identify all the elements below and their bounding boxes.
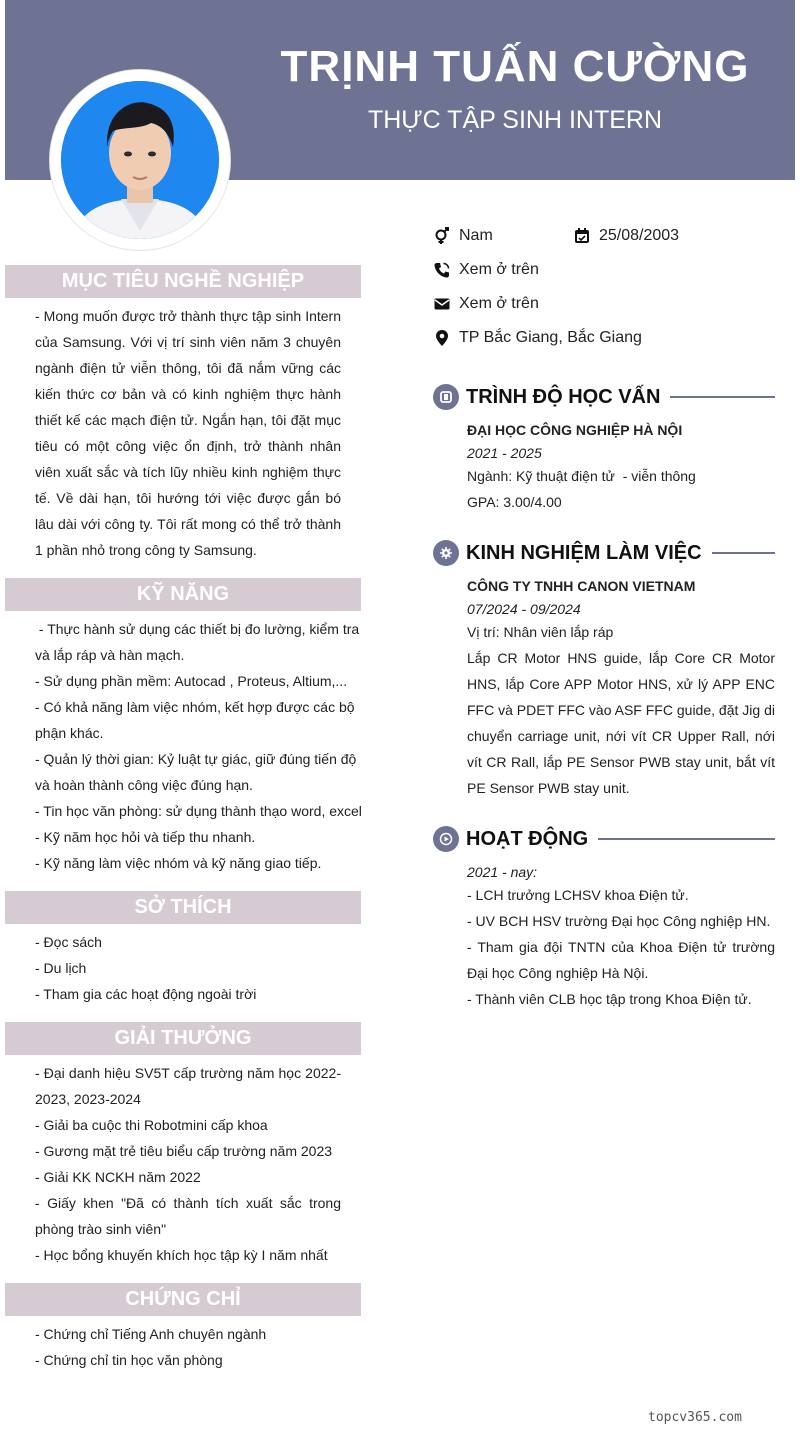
- section-divider: [598, 838, 775, 840]
- objective-text-block: [35, 303, 341, 563]
- list-item: - Chứng chỉ Tiếng Anh chuyên ngành: [35, 1326, 267, 1342]
- section-hobbies-title: SỞ THÍCH: [5, 891, 361, 924]
- list-item: - Đại danh hiệu SV5T cấp trường năm học 2022-2023, 2023-2024: [35, 1065, 341, 1107]
- section-education-header: [433, 382, 775, 412]
- education-entry: [467, 417, 775, 515]
- contact-dob: [573, 227, 679, 245]
- list-item: - Kỹ năng làm việc nhóm và kỹ năng giao tiếp.: [35, 855, 322, 871]
- list-item: - Giải ba cuộc thi Robotmini cấp khoa: [35, 1117, 268, 1133]
- play-icon: [433, 826, 459, 852]
- list-item: - LCH trưởng LCHSV khoa Điện tử.: [467, 887, 689, 903]
- experience-entry: [467, 573, 775, 801]
- candidate-name: TRỊNH TUẤN CƯỜNG: [280, 42, 750, 91]
- section-certificates-title: CHỨNG CHỈ: [5, 1283, 361, 1316]
- experience-position: Vị trí: Nhân viên lắp ráp: [467, 624, 614, 640]
- experience-period: 07/2024 - 09/2024: [467, 601, 581, 617]
- list-item: - Chứng chỉ tin học văn phòng: [35, 1352, 223, 1368]
- section-activities-header: [433, 824, 775, 854]
- section-awards-title: GIẢI THƯỞNG: [5, 1022, 361, 1055]
- watermark: topcv365.com: [648, 1410, 742, 1425]
- calendar-icon: [573, 227, 591, 245]
- list-item: - Thành viên CLB học tập trong Khoa Điện tử.: [467, 991, 752, 1007]
- section-divider: [712, 552, 775, 554]
- phone-icon: [433, 261, 451, 279]
- dob-value: 25/08/2003: [599, 227, 680, 244]
- list-item: - Giải KK NCKH năm 2022: [35, 1169, 201, 1185]
- list-item: - Học bổng khuyến khích học tập kỳ I năm nhất: [35, 1247, 328, 1263]
- section-divider: [670, 396, 775, 398]
- education-major: Ngành: Kỹ thuật điện tử - viễn thông: [467, 468, 696, 484]
- section-objective-title: MỤC TIÊU NGHỀ NGHIỆP: [5, 265, 361, 298]
- list-item: - Giấy khen "Đã có thành tích xuất sắc trong phòng trào sinh viên": [35, 1195, 341, 1237]
- avatar: [61, 81, 219, 239]
- contact-email: [433, 295, 539, 313]
- list-item: - Tin học văn phòng: sử dụng thành thạo word, excel: [35, 803, 362, 819]
- skills-list: [35, 616, 365, 876]
- school-name: ĐẠI HỌC CÔNG NGHIỆP HÀ NỘI: [467, 422, 683, 438]
- objective-text: - Mong muốn được trở thành thực tập sinh Intern của Samsung. Với vị trí sinh viên năm 3 chuyên ngành điện tử viễn thông, tôi đã nắm vững các kiến thức cơ bản và có kinh nghiệm thực hành thiết kế các mạch điện tử. Ngắn hạn, tôi đặt mục tiêu có một công việc ổn định, trở thành nhân viên xuất sắc và tích lũy nhiều kinh nghiệm thực tế. Về dài hạn, tôi hướng tới việc được gắn bó lâu dài với công ty. Tôi rất mong có thể trở thành 1 phần nhỏ trong công ty Samsung.: [35, 308, 341, 558]
- activities-entry: [467, 862, 775, 1012]
- list-item: - Tham gia các hoạt động ngoài trời: [35, 986, 257, 1002]
- list-item: - Gương mặt trẻ tiêu biểu cấp trường năm 2023: [35, 1143, 333, 1159]
- contact-phone: [433, 261, 539, 279]
- list-item: - Có khả năng làm việc nhóm, kết hợp được các bộ phận khác.: [35, 699, 355, 741]
- list-item: - Thực hành sử dụng các thiết bị đo lường, kiểm tra và lắp ráp và hàn mạch.: [35, 621, 364, 663]
- phone-value: Xem ở trên: [459, 261, 539, 278]
- candidate-role: THỰC TẬP SINH INTERN: [367, 106, 663, 134]
- list-item: - Kỹ năm học hỏi và tiếp thu nhanh.: [35, 829, 256, 845]
- activities-period: 2021 - nay:: [467, 864, 538, 880]
- address-value: TP Bắc Giang, Bắc Giang: [459, 329, 642, 346]
- contact-address: [433, 329, 642, 347]
- gender-icon: [433, 227, 451, 245]
- education-period: 2021 - 2025: [467, 445, 542, 461]
- company-name: CÔNG TY TNHH CANON VIETNAM: [467, 578, 696, 594]
- section-activities-title: HOẠT ĐỘNG: [466, 827, 589, 850]
- section-skills-title: KỸ NĂNG: [5, 578, 361, 611]
- list-item: - UV BCH HSV trường Đại học Công nghiệp HN.: [467, 913, 771, 929]
- section-experience-title: KINH NGHIỆM LÀM VIỆC: [466, 541, 702, 564]
- email-value: Xem ở trên: [459, 295, 539, 312]
- awards-list: [35, 1060, 341, 1268]
- list-item: - Quản lý thời gian: Kỷ luật tự giác, giữ đúng tiến độ và hoàn thành công việc đúng hạn.: [35, 751, 357, 793]
- gender-value: Nam: [459, 227, 493, 244]
- hobbies-list: [35, 929, 341, 1007]
- list-item: - Sử dụng phần mềm: Autocad , Proteus, Altium,...: [35, 673, 348, 689]
- section-education-title: TRÌNH ĐỘ HỌC VẤN: [466, 385, 661, 408]
- contact-gender: [433, 227, 493, 245]
- education-icon: [433, 384, 459, 410]
- list-item: - Du lịch: [35, 960, 87, 976]
- list-item: - Đọc sách: [35, 934, 102, 950]
- list-item: - Tham gia đội TNTN của Khoa Điện tử trường Đại học Công nghiệp Hà Nội.: [467, 939, 775, 981]
- experience-icon: [433, 540, 459, 566]
- experience-description: Lắp CR Motor HNS guide, lắp Core CR Motor HNS, lắp Core APP Motor HNS, xử lý APP ENC FFC và PDET FFC vào ASF FFC guide, đặt Jig di chuyển carriage unit, nới vít CR Upper Rall, nới vít CR Rall, lắp PE Sensor PWB stay unit, bắt vít PE Sensor PWB stay unit.: [467, 650, 775, 796]
- section-experience-header: [433, 538, 775, 568]
- email-icon: [433, 295, 451, 313]
- location-icon: [433, 329, 451, 347]
- education-gpa: GPA: 3.00/4.00: [467, 494, 562, 510]
- certificates-list: [35, 1321, 341, 1373]
- profile-photo: [61, 81, 219, 239]
